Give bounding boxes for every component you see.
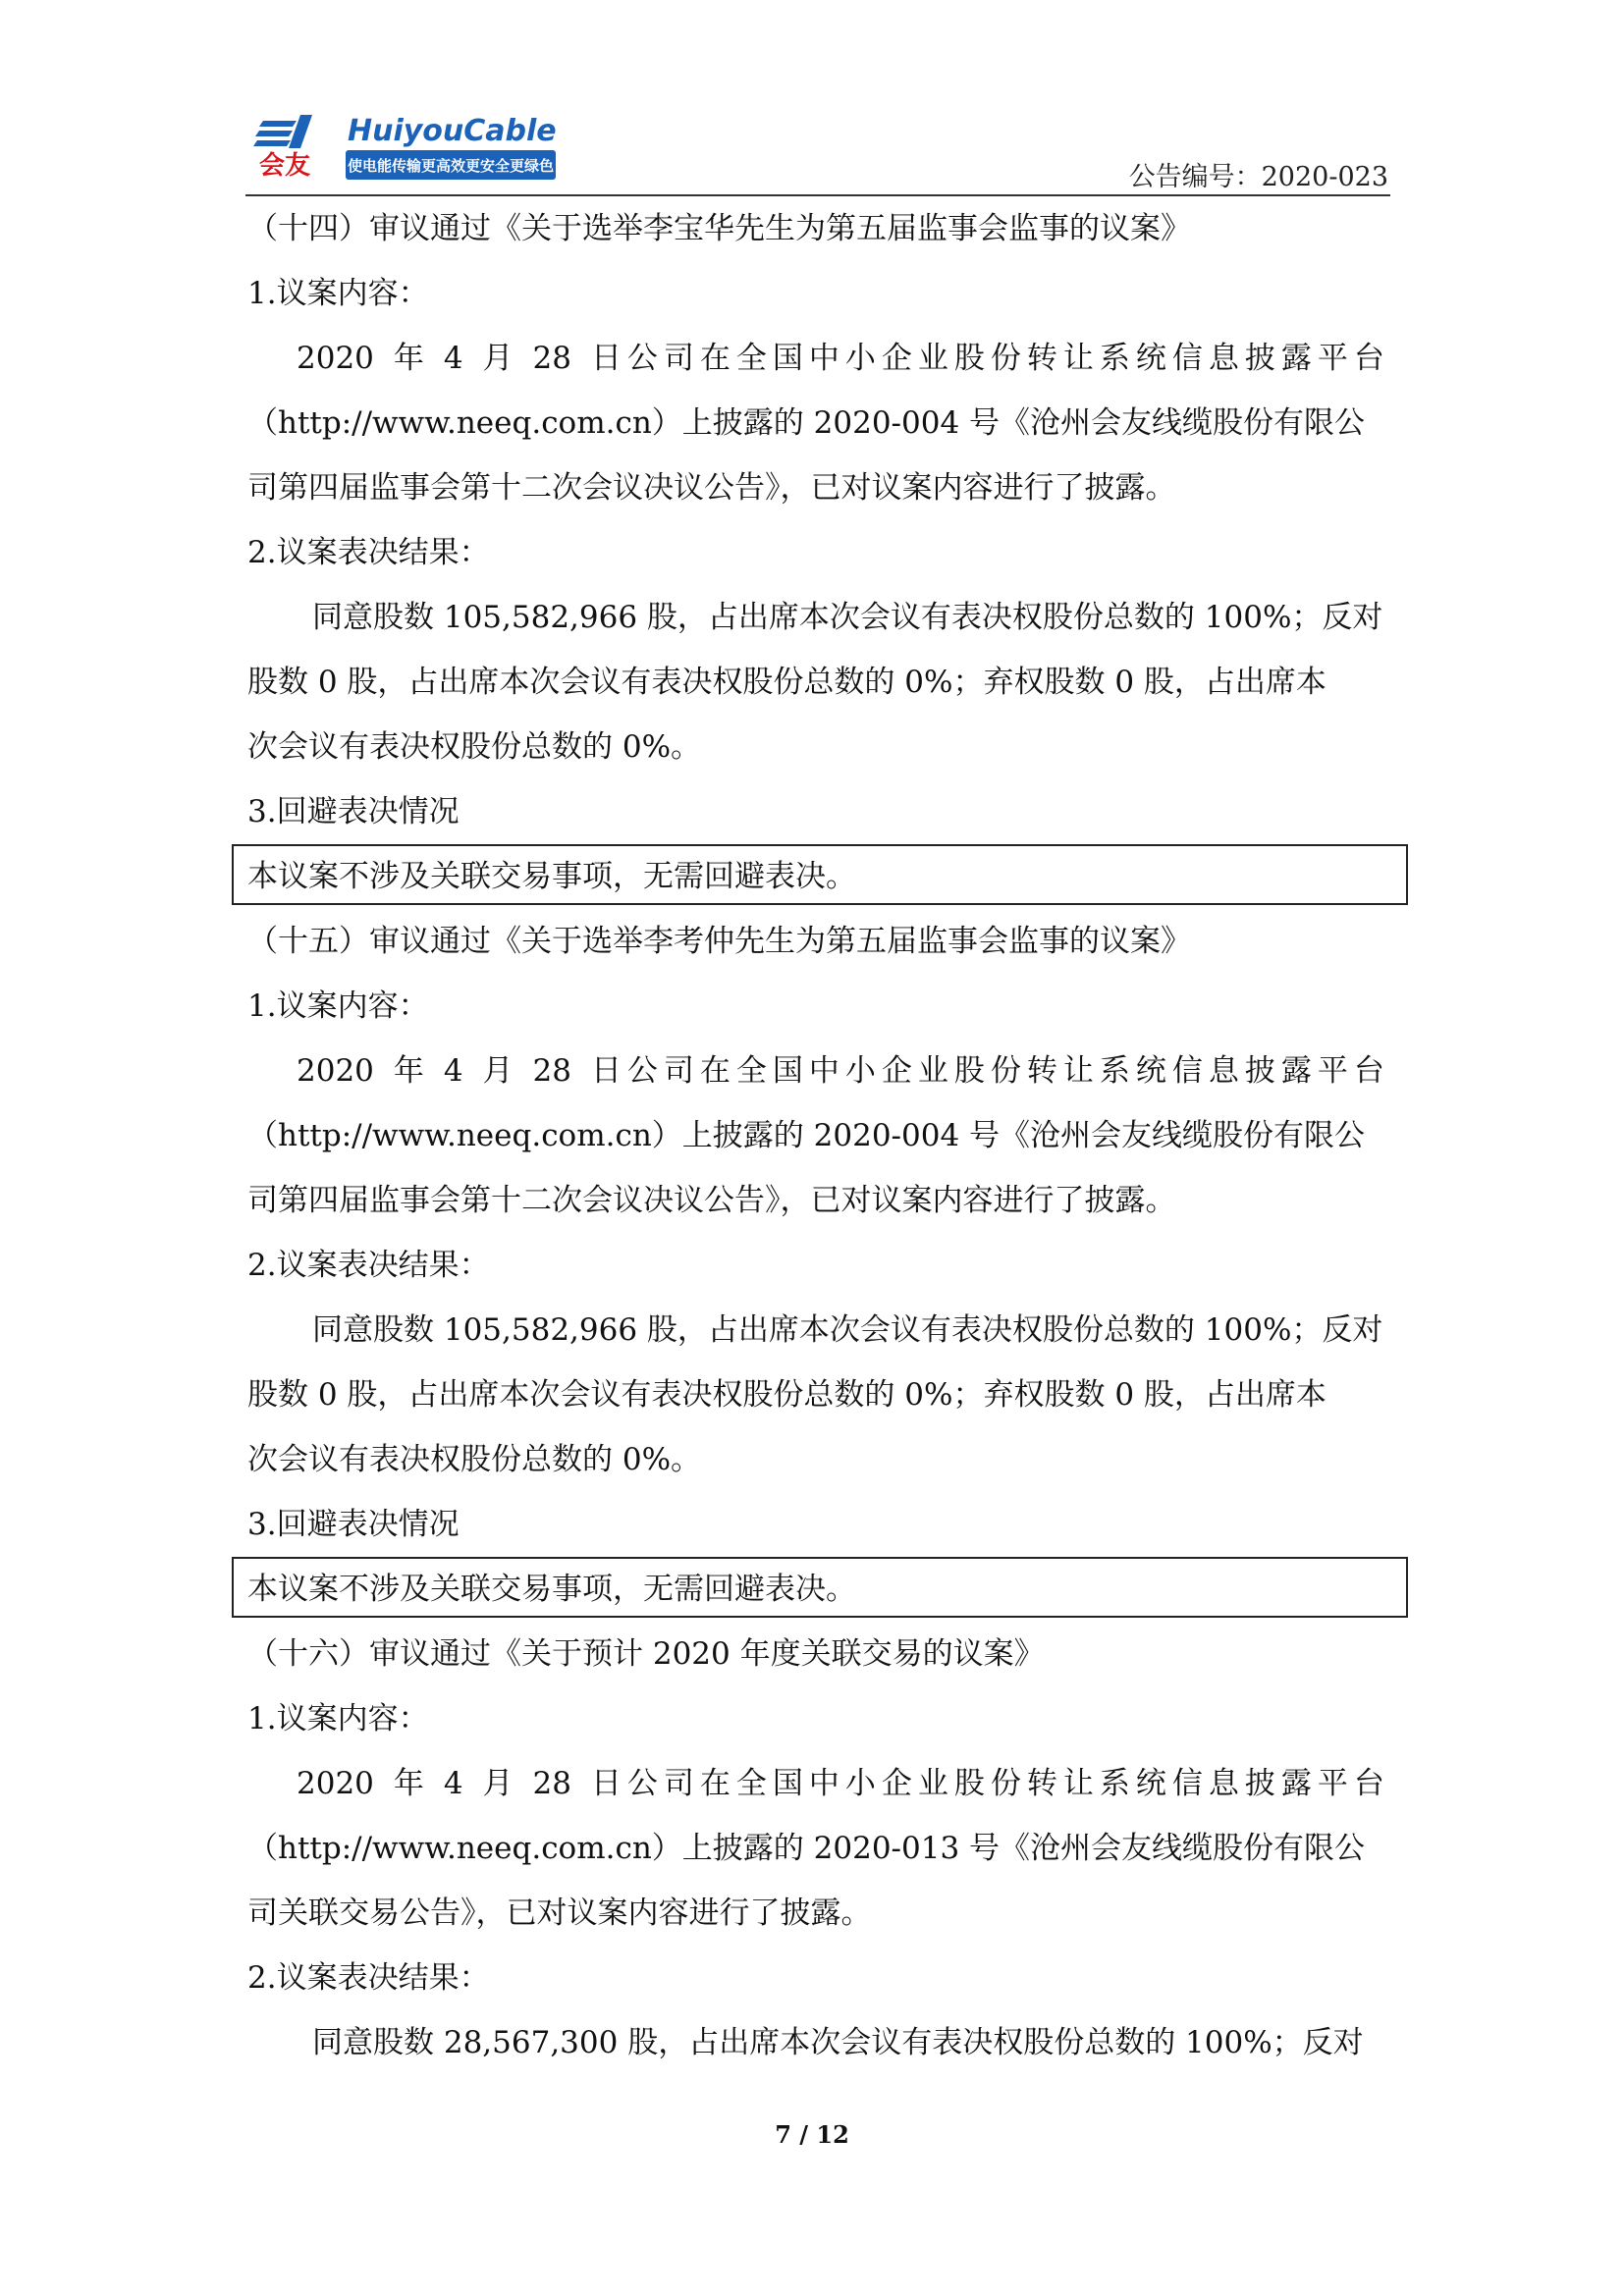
content-line <box>247 1751 1390 1816</box>
section-title: （十五）审议通过《关于选举李考仲先生为第五届监事会监事的议案》 <box>247 924 1191 959</box>
vote-line: 次会议有表决权股份总数的 0%。 <box>247 1442 702 1477</box>
content-line: （http://www.neeq.com.cn）上披露的 2020-004 号《沧州会友线缆股份有限公 <box>247 1118 1366 1153</box>
logo-brand-text: HuiyouCable <box>348 114 557 148</box>
section-title: （十六）审议通过《关于预计 2020 年度关联交易的议案》 <box>247 1636 1045 1672</box>
content-line: 司第四届监事会第十二次会议决议公告》，已对议案内容进行了披露。 <box>247 1183 1176 1218</box>
text-segment: 年 <box>393 1053 424 1089</box>
text-segment: 28 <box>532 1053 571 1089</box>
vote-line: 同意股数 105,582,966 股，占出席本次会议有表决权股份总数的 100%；反对 <box>312 600 1383 635</box>
text-segment: 2020 <box>297 1053 374 1089</box>
content-label: 1.议案内容： <box>247 276 429 311</box>
avoid-label: 3.回避表决情况 <box>247 794 460 829</box>
vote-line: 同意股数 105,582,966 股，占出席本次会议有表决权股份总数的 100%；反对 <box>312 1312 1383 1348</box>
text-segment: 4 <box>443 1053 463 1089</box>
text-segment: 日公司在全国中小企业股份转让系统信息披露平台 <box>590 341 1390 376</box>
vote-label: 2.议案表决结果： <box>247 1960 490 1996</box>
vote-label: 2.议案表决结果： <box>247 1248 490 1283</box>
logo-cn-text: 会友 <box>259 151 311 181</box>
content-line: 司关联交易公告》，已对议案内容进行了披露。 <box>247 1896 872 1931</box>
text-segment: 2020 <box>297 341 374 376</box>
text-segment: 年 <box>393 341 424 376</box>
avoid-label: 3.回避表决情况 <box>247 1507 460 1542</box>
logo-slogan: 使电能传输更高效更安全更绿色 <box>347 157 555 175</box>
content-line <box>247 326 1390 391</box>
avoid-box: 本议案不涉及关联交易事项，无需回避表决。 <box>232 1557 1408 1618</box>
text-segment: 4 <box>443 1766 463 1801</box>
vote-line: 股数 0 股，占出席本次会议有表决权股份总数的 0%；弃权股数 0 股，占出席本 <box>247 665 1326 700</box>
text-segment: 日公司在全国中小企业股份转让系统信息披露平台 <box>590 1766 1390 1801</box>
company-logo <box>253 113 558 187</box>
text-segment: 2020 <box>297 1766 374 1801</box>
vote-line: 同意股数 28,567,300 股，占出席本次会议有表决权股份总数的 100%；反对 <box>312 2025 1364 2060</box>
vote-line: 股数 0 股，占出席本次会议有表决权股份总数的 0%；弃权股数 0 股，占出席本 <box>247 1377 1326 1413</box>
announcement-number: 公告编号：2020-023 <box>1128 162 1388 192</box>
content-line: （http://www.neeq.com.cn）上披露的 2020-013 号《沧州会友线缆股份有限公 <box>247 1831 1366 1866</box>
text-segment: 月 <box>482 341 514 376</box>
section-title: （十四）审议通过《关于选举李宝华先生为第五届监事会监事的议案》 <box>247 211 1191 246</box>
text-segment: 日公司在全国中小企业股份转让系统信息披露平台 <box>590 1053 1390 1089</box>
content-line <box>247 1039 1390 1103</box>
content-label: 1.议案内容： <box>247 988 429 1024</box>
text-segment: 年 <box>393 1766 424 1801</box>
content-label: 1.议案内容： <box>247 1701 429 1736</box>
vote-line: 次会议有表决权股份总数的 0%。 <box>247 729 702 765</box>
text-segment: 月 <box>482 1766 514 1801</box>
text-segment: 28 <box>532 341 571 376</box>
page-number: 7 / 12 <box>775 2120 849 2149</box>
text-segment: 月 <box>482 1053 514 1089</box>
content-line: 司第四届监事会第十二次会议决议公告》，已对议案内容进行了披露。 <box>247 470 1176 506</box>
avoid-box: 本议案不涉及关联交易事项，无需回避表决。 <box>232 844 1408 905</box>
text-segment: 28 <box>532 1766 571 1801</box>
text-segment: 4 <box>443 341 463 376</box>
document-body <box>247 196 1390 2075</box>
content-line: （http://www.neeq.com.cn）上披露的 2020-004 号《沧州会友线缆股份有限公 <box>247 405 1366 441</box>
vote-label: 2.议案表决结果： <box>247 535 490 570</box>
